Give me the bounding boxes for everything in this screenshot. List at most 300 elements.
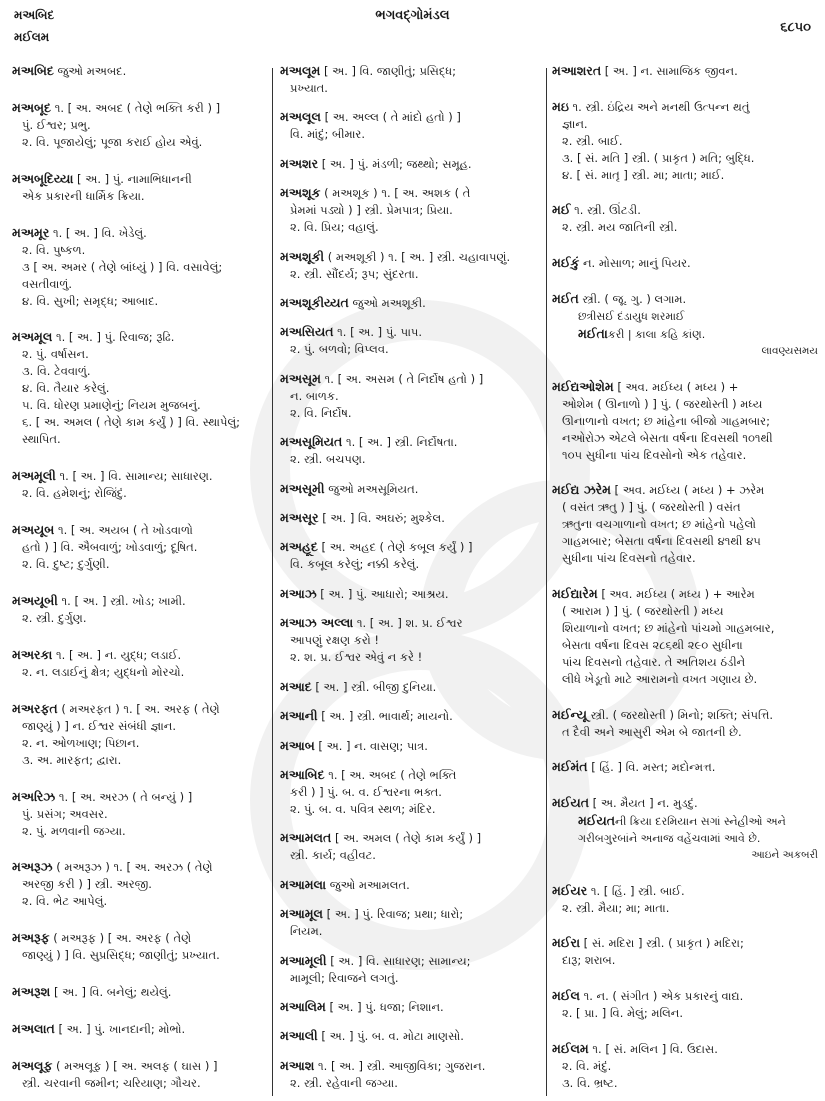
guide-word-first: મઅબિદ bbox=[14, 8, 55, 22]
headword: મઆદ bbox=[280, 678, 312, 694]
entry-line bbox=[12, 806, 268, 823]
headword: મઅહૂદ bbox=[280, 539, 318, 555]
definition-text: ૨. સ્ત્રી. બાઈ. bbox=[562, 133, 623, 148]
entry-line bbox=[12, 117, 268, 134]
dictionary-entry bbox=[552, 98, 818, 184]
quote-source bbox=[552, 343, 818, 360]
dictionary-entry bbox=[280, 480, 542, 498]
entry-line bbox=[552, 1058, 818, 1075]
entry-line bbox=[12, 242, 268, 259]
entry-line bbox=[280, 632, 542, 649]
definition-text: સુધીના પાંચ દિવસનો તહેવાર. bbox=[562, 551, 696, 566]
headword: મઈ bbox=[552, 202, 571, 218]
definition-text: ૧. [ અ. ] ન. યુદ્ધ; લડાઈ. bbox=[52, 647, 182, 662]
quote-source bbox=[552, 847, 818, 864]
definition-text: ૧. [ અ. ] વિ. ખેડેલું. bbox=[49, 225, 147, 240]
entry-line bbox=[280, 737, 542, 755]
headword: મઈદ્યઓશેમ bbox=[552, 378, 614, 394]
definition-text: ૨. વિ. ભેટ આપેલું. bbox=[22, 894, 108, 909]
definition-text: જ્ઞાન. bbox=[562, 116, 588, 131]
entry-line bbox=[280, 219, 542, 236]
dictionary-entry bbox=[280, 905, 542, 940]
headword: મઅસૂર bbox=[280, 510, 319, 526]
dictionary-entry bbox=[280, 248, 542, 283]
entry-line bbox=[12, 224, 268, 242]
entry-line bbox=[12, 983, 268, 1001]
definition-text: [ અ. અમલ ( તેણે કામ કર્યું ) ] bbox=[331, 831, 482, 846]
dictionary-entry bbox=[552, 62, 818, 80]
dictionary-entry bbox=[552, 290, 818, 360]
entry-line bbox=[280, 323, 542, 341]
dictionary-entry bbox=[552, 378, 818, 464]
headword: મઅબૂદિય્યા bbox=[12, 170, 74, 186]
entry-line bbox=[552, 447, 818, 464]
entry-line bbox=[552, 1040, 818, 1058]
definition-text: ૫. વિ. ધોરણ પ્રમાણેનું; નિયમ મુજબનું. bbox=[22, 398, 201, 413]
column-divider bbox=[546, 68, 547, 1096]
entry-line bbox=[552, 794, 818, 812]
headword: મઆશરત bbox=[552, 63, 602, 78]
entry-line bbox=[552, 706, 818, 724]
headword: મઈલમ bbox=[552, 1040, 589, 1056]
entry-line bbox=[552, 219, 818, 236]
entry-line bbox=[552, 1005, 818, 1022]
headword: મઈરા bbox=[552, 935, 581, 951]
entry-line bbox=[12, 521, 268, 539]
definition-text: ૨. વિ. નિર્દોષ. bbox=[290, 405, 352, 420]
definition-text: [ અ. ] ન. વાસણ; પાત્ર. bbox=[314, 738, 428, 753]
definition-text: ૨. સ્ત્રી. મૈયા; મા; માતા. bbox=[562, 900, 670, 915]
entry-line bbox=[552, 413, 818, 430]
definition-text: [ અ. ] સ્ત્રી. બીજી દુનિયા. bbox=[311, 679, 437, 694]
entry-line bbox=[12, 188, 268, 205]
entry-line bbox=[12, 823, 268, 840]
dictionary-entry bbox=[280, 998, 542, 1016]
dictionary-entry bbox=[280, 62, 542, 97]
definition-text: પું. ઈશ્વર; પ્રભુ. bbox=[22, 117, 91, 132]
entry-line bbox=[12, 259, 268, 276]
entry-line bbox=[552, 116, 818, 133]
definition-text: [ અ. ] વિ. સાધારણ; સામાન્ય; bbox=[326, 953, 471, 968]
dictionary-entry bbox=[552, 201, 818, 236]
entry-line bbox=[12, 414, 268, 431]
entry-line bbox=[552, 952, 818, 969]
definition-text: જુઓ મઆમલત. bbox=[326, 877, 410, 892]
dictionary-entry bbox=[12, 929, 268, 964]
entry-line bbox=[280, 202, 542, 219]
dictionary-entry bbox=[12, 646, 268, 681]
definition-text: ૧૦૫ સુધીના પાંચ દિવસોનો એક તહેવાર. bbox=[562, 447, 747, 462]
headword: મઆબ bbox=[280, 737, 315, 753]
definition-text: મામૂલી; રિવાજને લગતું. bbox=[290, 970, 399, 985]
definition-text: [ અ. ] પું. નામાભિધાનની bbox=[73, 171, 192, 186]
entry-line bbox=[552, 987, 818, 1005]
entry-line bbox=[280, 876, 542, 894]
dictionary-entry bbox=[280, 323, 542, 358]
dictionary-entry bbox=[280, 678, 542, 696]
definition-text: લીધે ખેડૂતો માટે આરામનો વખત ગણાય છે. bbox=[562, 671, 758, 686]
dictionary-entry bbox=[280, 155, 542, 173]
entry-line bbox=[280, 266, 542, 283]
headword: મઆઝ અલ્લા bbox=[280, 615, 354, 631]
definition-text: ( મઅશૂકી ) ૧. [ અ. ] સ્ત્રી. ચહાવાપણું. bbox=[324, 249, 511, 264]
entry-line bbox=[12, 328, 268, 346]
entry-line bbox=[280, 556, 542, 573]
headword: મઇ bbox=[552, 98, 569, 114]
dictionary-entry bbox=[280, 184, 542, 236]
entry-line bbox=[12, 929, 268, 947]
dictionary-entry bbox=[552, 585, 818, 688]
headword: મઅલૂફ bbox=[12, 1057, 53, 1073]
entry-line bbox=[280, 614, 542, 632]
definition-text: ૧. [ હિં. ] સ્ત્રી. બાઈ. bbox=[587, 883, 685, 898]
entry-line bbox=[280, 784, 542, 801]
definition-text: પ્રેમમાં પડ્યો ) ] સ્ત્રી. પ્રેમપાત્ર; પ્રિયા. bbox=[290, 203, 453, 218]
dictionary-entry bbox=[280, 766, 542, 818]
headword: મઅયૂબ bbox=[12, 522, 55, 538]
definition-text: નઓરોઝ એટલે બેસતા વર્ષના દિવસથી ૧૦૧થી bbox=[562, 430, 773, 445]
definition-text: [ અ. ] પું. આધારો; આશ્રય. bbox=[316, 586, 449, 601]
entry-line bbox=[280, 847, 542, 864]
entry-line bbox=[280, 905, 542, 923]
entry-line bbox=[12, 170, 268, 188]
entry-line bbox=[280, 451, 542, 468]
dictionary-entry bbox=[12, 62, 268, 80]
definition-text: ૩. વિ. ભ્રષ્ટ. bbox=[562, 1075, 618, 1090]
headword: મઆલિમ bbox=[280, 998, 326, 1014]
quote-line bbox=[552, 830, 818, 847]
dictionary-entry bbox=[12, 983, 268, 1001]
column-divider bbox=[272, 68, 273, 1096]
definition-text: [ અવ. મઈધ્ય ( મધ્ય ) + bbox=[613, 379, 739, 394]
definition-text: આપણું રક્ષણ કરો ! bbox=[290, 633, 379, 648]
entry-line bbox=[280, 538, 542, 556]
dictionary-entry bbox=[12, 592, 268, 627]
entry-line bbox=[552, 516, 818, 533]
definition-text: છત્રીસઈ દંડાયુધ શરમાઈ bbox=[578, 309, 685, 323]
definition-text: ૨. [ પ્રા. ] વિ. મેલું; મલિન. bbox=[562, 1006, 683, 1021]
definition-text: જુઓ મઅસૂમિયત. bbox=[324, 481, 419, 496]
headword: મઆમૂલી bbox=[280, 952, 327, 968]
definition-text: ૨. પું. વર્ષાસન. bbox=[22, 347, 89, 362]
definition-text: [ અ. ] વિ. જાણીતું; પ્રસિદ્ધ; bbox=[320, 64, 457, 78]
entry-line bbox=[552, 396, 818, 413]
dictionary-entry bbox=[12, 788, 268, 840]
definition-text: ૧. [ અ. ] સ્ત્રી. આજીવિકા; ગુજરાન. bbox=[314, 1058, 486, 1073]
definition-text: [ અ. અહદ ( તેણે કબૂલ કર્યું ) ] bbox=[317, 540, 473, 555]
dictionary-entry bbox=[12, 328, 268, 448]
headword: મઅબિદ bbox=[12, 63, 54, 78]
entry-line bbox=[280, 829, 542, 847]
entry-line bbox=[12, 700, 268, 718]
entry-line bbox=[280, 433, 542, 451]
entry-line bbox=[552, 637, 818, 654]
entry-line bbox=[12, 752, 268, 769]
entry-line bbox=[12, 610, 268, 627]
definition-text: ૧. [ અ. અયબ ( તે ખોડવાળો bbox=[54, 523, 193, 538]
dictionary-entry bbox=[280, 1057, 542, 1092]
definition-text: વિ. કબૂલ કરેલું; નક્કી કરેલું. bbox=[290, 557, 420, 572]
dictionary-entry bbox=[552, 934, 818, 969]
entry-line bbox=[12, 947, 268, 964]
headword: મઅરૂશ bbox=[12, 984, 51, 1000]
headword: મઆમૂલ bbox=[280, 906, 324, 922]
definition-text: સ્થાપિત. bbox=[22, 432, 61, 447]
entry-line bbox=[280, 184, 542, 202]
entry-line bbox=[280, 585, 542, 603]
definition-text: ૪. [ સં. માતૃ ] સ્ત્રી. મા; માતા; માઈ. bbox=[562, 167, 725, 182]
definition-text: ૧. [ અ. અસમ ( તે નિર્દોષ હતો ) ] bbox=[320, 371, 484, 386]
definition-text: કરી | કાલા કહિ કાંણ. bbox=[607, 327, 706, 341]
headword: મઈયર bbox=[552, 882, 588, 898]
dictionary-entry bbox=[552, 1040, 818, 1092]
definition-text: ૧. [ અ. ] શ. પ્ર. ઈશ્વર bbox=[353, 616, 463, 631]
headword: મઈન્યૂ bbox=[552, 706, 587, 722]
headword: મઈયત bbox=[578, 813, 616, 829]
definition-text: ૪. વિ. તૈયાર કરેલું. bbox=[22, 381, 110, 396]
entry-line bbox=[12, 380, 268, 397]
entry-line bbox=[552, 98, 818, 116]
definition-text: ૨. વિ. હમેશનું; રોજિંદું. bbox=[22, 486, 127, 501]
entry-line bbox=[280, 126, 542, 143]
entry-line bbox=[280, 649, 542, 666]
headword: મઅશૂક bbox=[280, 185, 321, 201]
dictionary-entry bbox=[552, 794, 818, 864]
headword: મઈતા bbox=[578, 325, 608, 341]
dictionary-entry bbox=[280, 614, 542, 666]
definition-text: [ અ. ] સ્ત્રી. ભાવાર્થ; માયનો. bbox=[317, 709, 453, 724]
headword: મઅરકા bbox=[12, 646, 53, 662]
headword: મઅસૂમ bbox=[280, 370, 321, 386]
page-number: ૬૮૫૦ bbox=[780, 20, 811, 35]
entry-line bbox=[12, 646, 268, 664]
entry-line bbox=[12, 893, 268, 910]
entry-line bbox=[280, 155, 542, 173]
quote-line bbox=[552, 325, 818, 343]
entry-line bbox=[552, 654, 818, 671]
definition-text: જાણ્યું ) ] વિ. સુપ્રસિદ્ધ; જાણીતું; પ્રખ્યાત. bbox=[22, 948, 220, 963]
entry-line bbox=[552, 62, 818, 80]
headword: મઈલ bbox=[552, 988, 580, 1004]
definition-text: ૧. [ સં. મલિન ] વિ. ઉદાસ. bbox=[588, 1041, 718, 1056]
entry-line bbox=[552, 133, 818, 150]
definition-text: [ અ. ] પું. મંડળી; જથ્થો; સમૂહ. bbox=[318, 156, 472, 171]
entry-line bbox=[552, 724, 818, 741]
definition-text: સ્ત્રી. ( જૂ. ગુ. ) લગામ. bbox=[578, 291, 687, 306]
definition-text: સ્ત્રી. કાર્ય; વહીવટ. bbox=[290, 848, 376, 863]
quote-line bbox=[552, 812, 818, 830]
headword: મઈત bbox=[552, 290, 579, 306]
definition-text: શિયાળાનો વખત; છ માંહેનો પાંચમો ગાહમબાર, bbox=[562, 620, 775, 635]
headword: મઅમૂર bbox=[12, 224, 50, 240]
entry-line bbox=[12, 363, 268, 380]
definition-text: [ અ. ] પું. ધજા; નિશાન. bbox=[325, 999, 444, 1014]
definition-text: ન. બાળક. bbox=[290, 388, 339, 403]
column-2 bbox=[280, 62, 542, 1092]
entry-line bbox=[12, 718, 268, 735]
definition-text: ( આરામ ) ] પું. ( જરથોસ્તી ) મધ્ય bbox=[562, 603, 724, 618]
page-title: ભગવદ્ગોમંડલ bbox=[375, 8, 450, 23]
entry-line bbox=[12, 539, 268, 556]
entry-line bbox=[280, 341, 542, 358]
dictionary-entry bbox=[280, 433, 542, 468]
dictionary-entry bbox=[12, 1057, 268, 1092]
entry-line bbox=[280, 370, 542, 388]
definition-text: ૨. સ્ત્રી. દુર્ગુણ. bbox=[22, 611, 87, 626]
dictionary-entry bbox=[280, 585, 542, 603]
entry-line bbox=[12, 1020, 268, 1038]
entry-line bbox=[12, 99, 268, 117]
definition-text: ૨. ન. લડાઈનું ક્ષેત્ર; યુદ્ધનો મોરચો. bbox=[22, 664, 185, 679]
headword: મઅસૂમી bbox=[280, 480, 325, 496]
definition-text: [ અ. ] પું. બ. વ. મોટા માણસો. bbox=[317, 1029, 464, 1044]
definition-text: [ અ. ] વિ. બનેલું; થયેલું. bbox=[50, 985, 172, 1000]
definition-text: ૨. ન. ઓળખાણ; પિછાન. bbox=[22, 735, 140, 750]
dictionary-entry bbox=[12, 521, 268, 573]
entry-line bbox=[280, 1057, 542, 1075]
entry-line bbox=[12, 858, 268, 876]
definition-text: પાંચ દિવસનો તહેવાર. તે અતિશય ઠંડીને bbox=[562, 654, 746, 669]
entry-line bbox=[12, 134, 268, 151]
definition-text: [ અ. ] પું. રિવાજ; પ્રથા; ધારો; bbox=[323, 907, 464, 922]
definition-text: લાવણ્યસમય bbox=[761, 344, 818, 357]
definition-text: ઋતુના વચગાળાનો વખત; છ માંહેનો પહેલો bbox=[562, 517, 757, 532]
dictionary-entry bbox=[12, 99, 268, 151]
column-3 bbox=[552, 62, 818, 1092]
entry-line bbox=[280, 678, 542, 696]
definition-text: નિયમ. bbox=[290, 924, 323, 939]
definition-text: ૧. [ અ. ] સ્ત્રી. ખોડ; ખામી. bbox=[57, 594, 186, 609]
entry-line bbox=[552, 1075, 818, 1092]
headword: મઅલૂલ bbox=[280, 109, 321, 125]
headword: મઅશૂકી bbox=[280, 248, 325, 264]
definition-text: [ સં. મદિરા ] સ્ત્રી. ( પ્રાકૃત ) મદિરા; bbox=[580, 936, 744, 951]
entry-line bbox=[12, 1057, 268, 1075]
dictionary-entry bbox=[280, 294, 542, 312]
definition-text: ૩. અ. મારફત; દ્વારા. bbox=[22, 752, 122, 767]
entry-line bbox=[12, 276, 268, 293]
dictionary-entry bbox=[280, 876, 542, 894]
dictionary-entry bbox=[12, 170, 268, 205]
definition-text: ગરીબગુરબાંને અનાજ વહેંચવામાં આવે છે. bbox=[578, 832, 761, 846]
definition-text: ૧. [ અ. અરઝ ( તે બન્યું ) ] bbox=[55, 789, 193, 804]
definition-text: વિ. માંદું; બીમાર. bbox=[290, 127, 366, 142]
headword: મઅરૂફ bbox=[12, 930, 50, 946]
entry-line bbox=[552, 758, 818, 776]
definition-text: જાણ્યું ) ] ન. ઈશ્વર સંબંધી જ્ઞાન. bbox=[22, 718, 177, 733]
headword: મઈદ્યારેમ bbox=[552, 585, 598, 601]
definition-text: ૨. પું. બ. વ. પવિત્ર સ્થળ; મંદિર. bbox=[290, 801, 436, 816]
definition-text: ઊનાળાનો વખત; છ માંહેના બીજો ગાહમબાર; bbox=[562, 413, 770, 428]
definition-text: ૨. સ્ત્રી. મય જાતિની સ્ત્રી. bbox=[562, 220, 678, 235]
definition-text: ( મઅરફત ) ૧. [ અ. અરફ ( તેણે bbox=[57, 701, 220, 716]
headword: મઈમંત bbox=[552, 759, 588, 775]
entry-line bbox=[552, 934, 818, 952]
entry-line bbox=[12, 876, 268, 893]
dictionary-entry bbox=[12, 700, 268, 769]
definition-text: સ્ત્રી. ચરવાની જમીન; ચરિયાણ; ગૌચર. bbox=[22, 1075, 201, 1090]
headword: મઆઝ bbox=[280, 585, 317, 601]
definition-text: હતો ) ] વિ. ઐબવાળું; ખોડવાળું; દૂષિત. bbox=[22, 540, 198, 555]
definition-text: [ અવ. મઈધ્ય ( મધ્ય ) + આરેમ bbox=[597, 586, 755, 601]
dictionary-entry bbox=[552, 481, 818, 567]
definition-text: ન. મોસાળ; માનું પિયર. bbox=[579, 256, 691, 271]
entry-line bbox=[552, 290, 818, 308]
entry-line bbox=[552, 882, 818, 900]
entry-line bbox=[280, 480, 542, 498]
entry-line bbox=[552, 900, 818, 917]
entry-line bbox=[280, 509, 542, 527]
definition-text: બેસતા વર્ષના દિવસ ૨૮૬થી ૨૯૦ સુધીના bbox=[562, 637, 743, 652]
entry-line bbox=[552, 603, 818, 620]
definition-text: વસતીવાળું. bbox=[22, 276, 73, 291]
definition-text: ૧. [ અ. ] પું. રિવાજ; રૂઢિ. bbox=[52, 330, 175, 345]
definition-text: જુઓ મઅશૂકી. bbox=[348, 296, 426, 311]
entry-line bbox=[552, 430, 818, 447]
definition-text: ૨. સ્ત્રી. સૌંદર્ય; રૂપ; સુંદરતા. bbox=[290, 266, 419, 281]
entry-line bbox=[552, 167, 818, 184]
headword: મઅલૂમ bbox=[280, 63, 321, 78]
definition-text: ૧. ન. ( સંગીત ) એક પ્રકારનું વાદ્ય. bbox=[579, 989, 744, 1004]
entry-line bbox=[552, 201, 818, 219]
definition-text: ૧. [ અ. ] સ્ત્રી. નિર્દોષતા. bbox=[342, 435, 458, 450]
headword: મઆશ bbox=[280, 1057, 315, 1073]
entry-line bbox=[12, 346, 268, 363]
entry-line bbox=[280, 970, 542, 987]
definition-text: જુઓ મઅબદ. bbox=[53, 64, 127, 78]
entry-line bbox=[12, 556, 268, 573]
dictionary-entry bbox=[12, 858, 268, 910]
quote-line bbox=[552, 308, 818, 325]
definition-text: ૨. સ્ત્રી. રહેવાની જગ્યા. bbox=[290, 1075, 398, 1090]
definition-text: ૨. વિ. દુષ્ટ; દુર્ગુણી. bbox=[22, 557, 110, 572]
dictionary-entry bbox=[280, 1027, 542, 1045]
entry-line bbox=[552, 481, 818, 499]
definition-text: દારૂ; શરાબ. bbox=[562, 953, 616, 968]
dictionary-entry bbox=[12, 467, 268, 502]
definition-text: [ અ. ] પું. ખાનદાની; મોભો. bbox=[54, 1022, 186, 1037]
headword: મઆમલત bbox=[280, 830, 332, 846]
entry-line bbox=[552, 254, 818, 272]
definition-text: સ્ત્રી. ( જરથોસ્તી ) મિનો; શક્તિ; સંપત્તિ. bbox=[586, 707, 774, 722]
column-1 bbox=[12, 62, 268, 1092]
definition-text: ( મઅશૂક ) ૧. [ અ. અશક ( તે bbox=[320, 186, 471, 201]
definition-text: ૨. વિ. પ્રિય; વહાલું. bbox=[290, 220, 379, 235]
entry-line bbox=[552, 533, 818, 550]
headword: મઅયૂબી bbox=[12, 593, 58, 609]
definition-text: [ અ. મૈયત ] ન. મુડદું. bbox=[589, 796, 698, 811]
entry-line bbox=[280, 294, 542, 312]
entry-line bbox=[12, 592, 268, 610]
entry-line bbox=[280, 80, 542, 97]
headword: મઅબૂદ bbox=[12, 99, 52, 115]
headword: મઅસિયત bbox=[280, 324, 334, 340]
definition-text: ૧. [ અ. અબદ ( તેણે ભક્તિ કરી ) ] bbox=[51, 100, 221, 115]
definition-text: ૪. વિ. સુખી; સમૃદ્ધ; આબાદ. bbox=[22, 293, 159, 308]
entry-line bbox=[12, 664, 268, 681]
dictionary-entry bbox=[280, 737, 542, 755]
entry-line bbox=[280, 923, 542, 940]
dictionary-entry bbox=[552, 758, 818, 776]
entry-line bbox=[12, 62, 268, 80]
definition-text: ( મઅરૂઝ ) ૧. [ અ. અરઝ ( તેણે bbox=[52, 860, 213, 875]
headword: મઆલી bbox=[280, 1028, 318, 1044]
headword: મઅમૂલી bbox=[12, 468, 56, 484]
definition-text: ૨. પું. બળવો; વિપ્લવ. bbox=[290, 342, 389, 357]
definition-text: ૨. વિ. પૂજાયેલું; પૂજા કરાઈ હોય એવું. bbox=[22, 134, 203, 149]
entry-line bbox=[280, 62, 542, 80]
definition-text: ( મઅરૂફ ) [ અ. અરફ ( તેણે bbox=[49, 931, 192, 946]
